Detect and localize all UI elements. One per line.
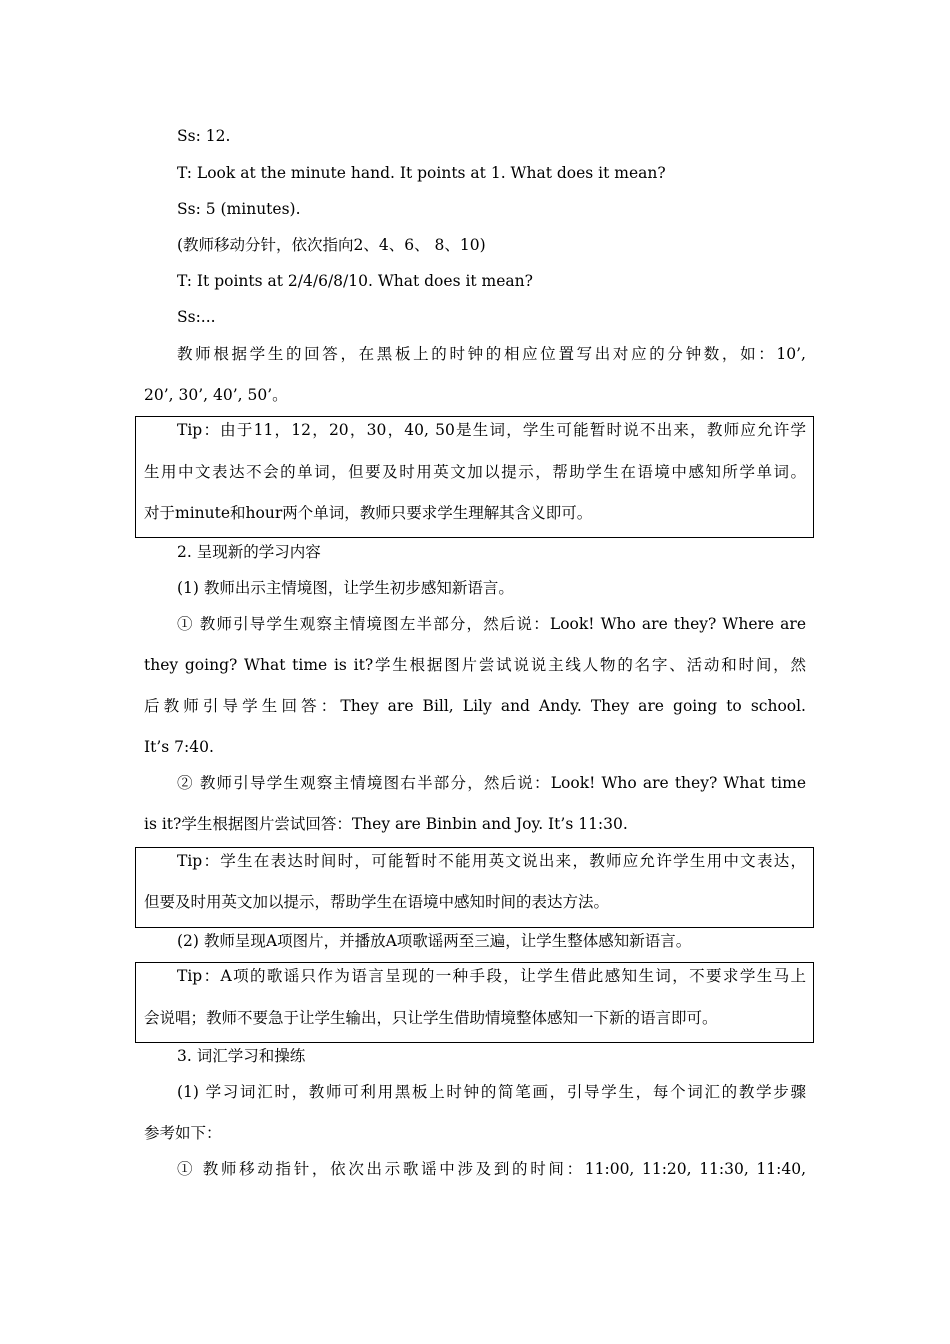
- dialogue-line: T: Look at the minute hand. It points at 1. What does it mean?: [177, 164, 666, 182]
- paragraph-line: 20’, 30’, 40’, 50’。: [144, 386, 288, 404]
- tip-line: 但要及时用英文加以提示，帮助学生在语境中感知时间的表达方法。: [144, 893, 610, 911]
- tip-line: Tip：学生在表达时间时，可能暂时不能用英文说出来，教师应允许学生用中文表达，: [177, 852, 806, 870]
- paragraph-line: (1) 学习词汇时，教师可利用黑板上时钟的简笔画，引导学生，每个词汇的教学步骤: [177, 1083, 806, 1101]
- paragraph-line: 参考如下：: [144, 1124, 222, 1142]
- paragraph-line: 后教师引导学生回答：They are Bill, Lily and Andy. They are going to school.: [144, 697, 806, 715]
- dialogue-line: Ss: 5 (minutes).: [177, 200, 301, 218]
- tip-line: 生用中文表达不会的单词，但要及时用英文加以提示，帮助学生在语境中感知所学单词。: [144, 463, 806, 481]
- paragraph-line: is it?学生根据图片尝试回答：They are Binbin and Joy. It’s 11:30.: [144, 815, 628, 833]
- paragraph-line: 教师根据学生的回答，在黑板上的时钟的相应位置写出对应的分钟数，如：10’,: [177, 345, 806, 363]
- tip-line: Tip：A项的歌谣只作为语言呈现的一种手段，让学生借此感知生词，不要求学生马上: [177, 967, 806, 985]
- dialogue-line: T: It points at 2/4/6/8/10. What does it mean?: [177, 272, 533, 290]
- section-heading: 2. 呈现新的学习内容: [177, 543, 321, 561]
- paragraph-line: ① 教师移动指针，依次出示歌谣中涉及到的时间：11:00, 11:20, 11:30, 11:40,: [177, 1160, 806, 1178]
- tip-line: Tip：由于11，12，20，30，40, 50是生词，学生可能暂时说不出来，教师应允许学: [177, 421, 806, 439]
- paragraph-line: (2) 教师呈现A项图片，并播放A项歌谣两至三遍，让学生整体感知新语言。: [177, 932, 692, 950]
- dialogue-line: Ss:...: [177, 308, 216, 326]
- paragraph-line: It’s 7:40.: [144, 738, 214, 756]
- paragraph-line: (1) 教师出示主情境图，让学生初步感知新语言。: [177, 579, 514, 597]
- tip-line: 会说唱；教师不要急于让学生输出，只让学生借助情境整体感知一下新的语言即可。: [144, 1009, 718, 1027]
- paragraph-line: ① 教师引导学生观察主情境图左半部分，然后说：Look! Who are they? Where are: [177, 615, 806, 633]
- section-heading: 3. 词汇学习和操练: [177, 1047, 306, 1065]
- paragraph-line: they going? What time is it?学生根据图片尝试说说主线人物的名字、活动和时间，然: [144, 656, 806, 674]
- paragraph-line: ② 教师引导学生观察主情境图右半部分，然后说：Look! Who are they? What time: [177, 774, 806, 792]
- tip-line: 对于minute和hour两个单词，教师只要求学生理解其含义即可。: [144, 504, 593, 522]
- dialogue-line: Ss: 12.: [177, 127, 231, 145]
- stage-direction: (教师移动分针，依次指向2、4、6、 8、10): [177, 236, 486, 254]
